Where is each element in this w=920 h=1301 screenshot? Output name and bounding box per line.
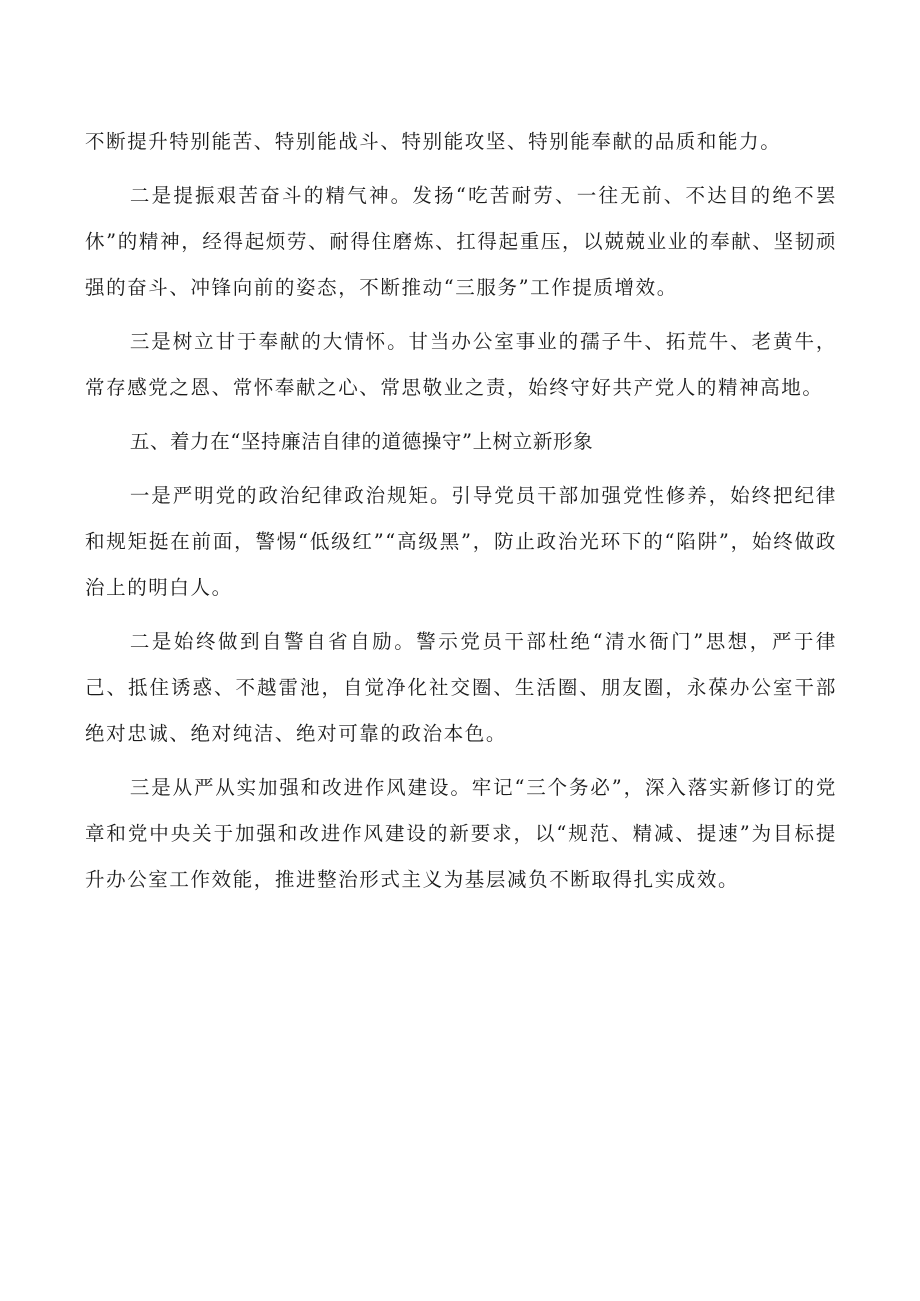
paragraph-self-discipline: 二是始终做到自警自省自励。警示党员干部杜绝“清水衙门”思想，严于律己、抵住诱惑、不越雷池，自觉净化社交圈、生活圈、朋友圈，永葆办公室干部绝对忠诚、绝对纯洁、绝对可靠的政治本色。 <box>85 630 837 745</box>
paragraph-dedication: 三是树立甘于奉献的大情怀。甘当办公室事业的孺子牛、拓荒牛、老黄牛，常存感党之恩、常怀奉献之心、常思敬业之责，始终守好共产党人的精神高地。 <box>85 330 837 399</box>
paragraph-hardship-spirit: 二是提振艰苦奋斗的精气神。发扬“吃苦耐劳、一往无前、不达目的绝不罢休”的精神，经得起烦劳、耐得住磨炼、扛得起重压，以兢兢业业的奉献、坚韧顽强的奋斗、冲锋向前的姿态，不断推动“三服务”工作提质增效。 <box>85 184 837 299</box>
paragraph-continuation: 不断提升特别能苦、特别能战斗、特别能攻坚、特别能奉献的品质和能力。 <box>85 130 782 153</box>
paragraph-work-style: 三是从严从实加强和改进作风建设。牢记“三个务必”，深入落实新修订的党章和党中央关于加强和改进作风建设的新要求，以“规范、精减、提速”为目标提升办公室工作效能，推进整治形式主义为基层减负不断取得扎实成效。 <box>85 776 837 891</box>
section-heading: 五、着力在“坚持廉洁自律的道德操守”上树立新形象 <box>129 430 594 453</box>
paragraph-political-discipline: 一是严明党的政治纪律政治规矩。引导党员干部加强党性修养，始终把纪律和规矩挺在前面，警惕“低级红”“高级黑”，防止政治光环下的“陷阱”，始终做政治上的明白人。 <box>85 484 837 599</box>
document-body <box>85 119 837 911</box>
